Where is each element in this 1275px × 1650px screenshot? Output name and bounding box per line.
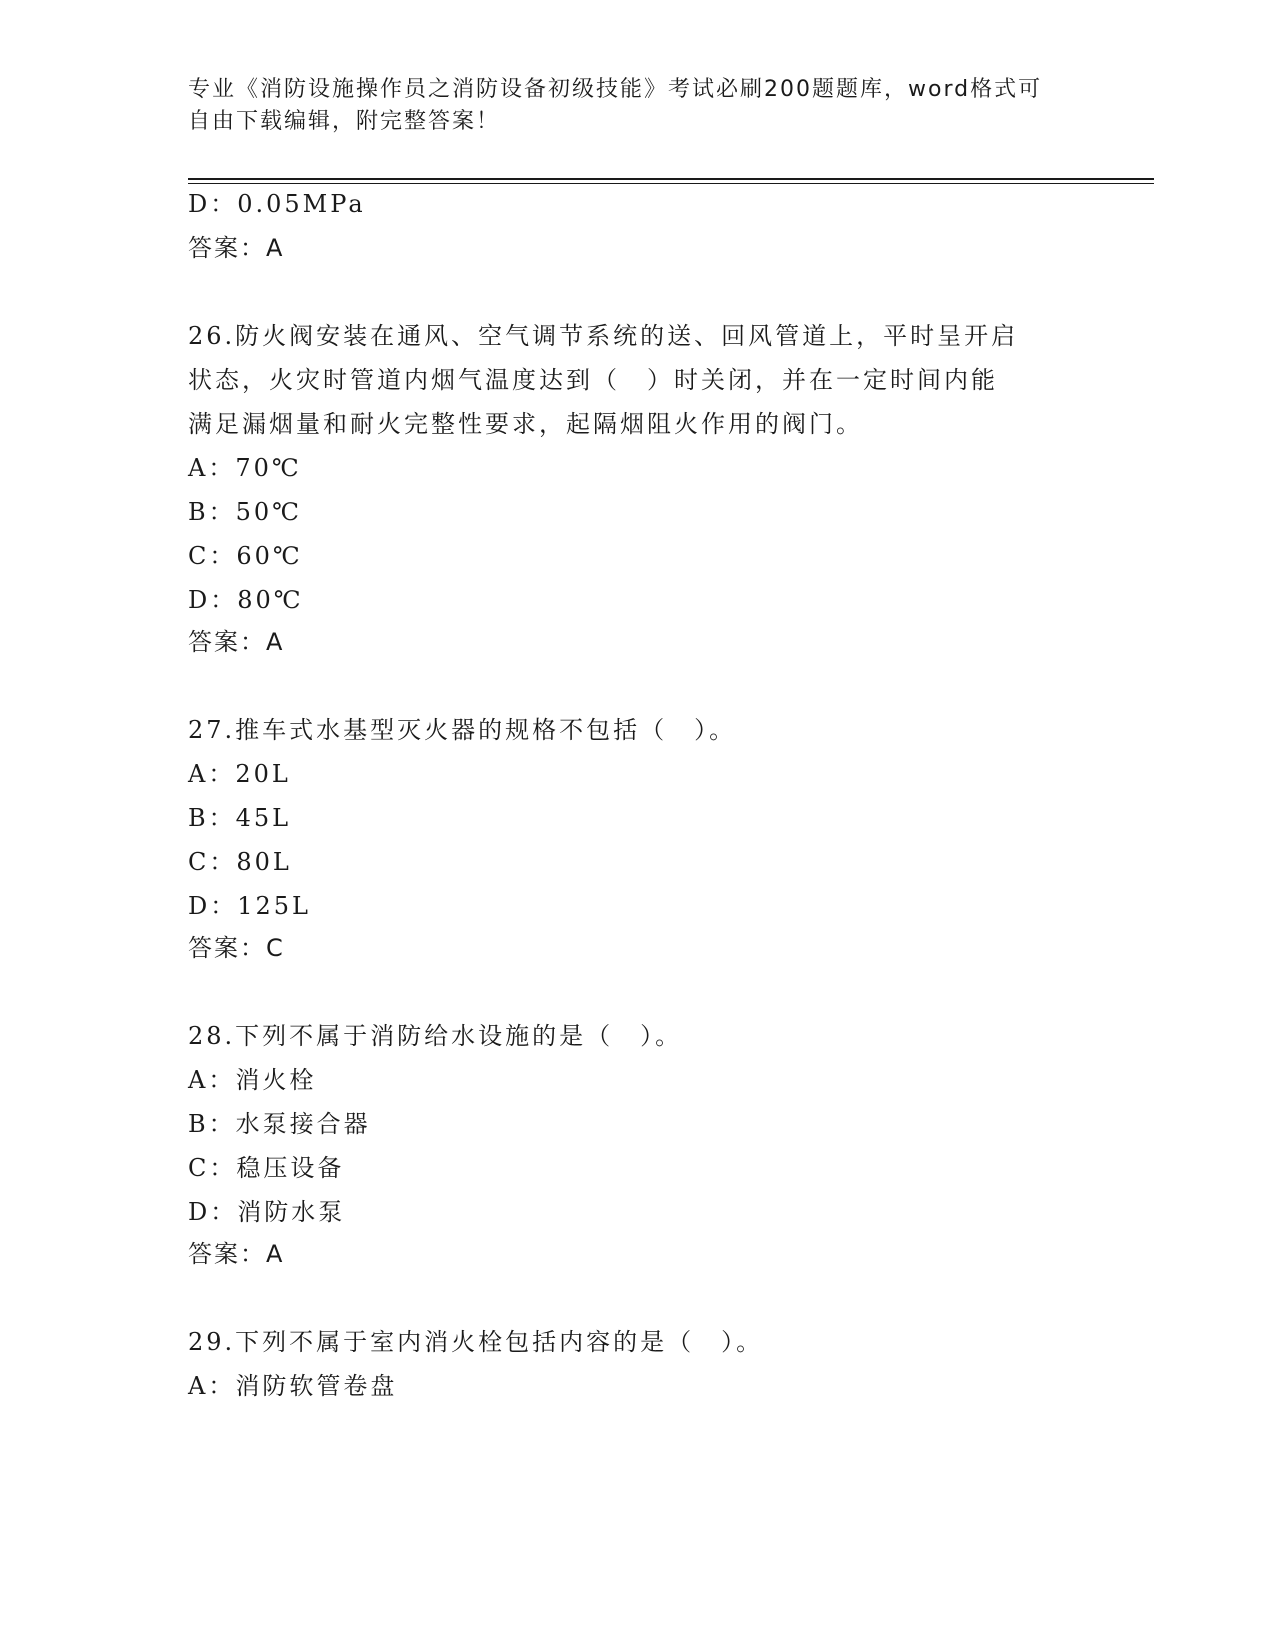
header-title-line-2: 自由下载编辑，附完整答案！: [188, 109, 501, 134]
header-divider-thin: [188, 183, 1154, 184]
q28-option-c: C：稳压设备: [188, 1154, 345, 1182]
q27-option-b: B：45L: [188, 804, 292, 832]
q28-option-a: A：消火栓: [188, 1066, 317, 1094]
q25-option-d: D：0.05MPa: [188, 190, 366, 218]
q26-answer: 答案：A: [188, 628, 285, 656]
q27-option-c: C：80L: [188, 848, 292, 876]
q26-option-a: A：70℃: [188, 454, 302, 482]
q26-stem-line-3: 满足漏烟量和耐火完整性要求，起隔烟阻火作用的阀门。: [188, 410, 863, 438]
q28-answer: 答案：A: [188, 1240, 285, 1268]
header-divider-thick: [188, 178, 1154, 180]
q26-stem-line-2: 状态，火灾时管道内烟气温度达到（ ）时关闭，并在一定时间内能: [188, 366, 998, 394]
q29-option-a: A：消防软管卷盘: [188, 1372, 398, 1400]
q26-option-c: C：60℃: [188, 542, 303, 570]
q29-stem: 29.下列不属于室内消火栓包括内容的是（ ）。: [188, 1328, 764, 1356]
page-header: [188, 74, 1088, 138]
q27-stem: 27.推车式水基型灭火器的规格不包括（ ）。: [188, 716, 737, 744]
q27-answer: 答案：C: [188, 934, 285, 962]
q26-option-b: B：50℃: [188, 498, 303, 526]
header-title-line-1: 专业《消防设施操作员之消防设备初级技能》考试必刷200题题库，word格式可: [188, 77, 1043, 102]
q28-stem: 28.下列不属于消防给水设施的是（ ）。: [188, 1022, 683, 1050]
q26-option-d: D：80℃: [188, 586, 304, 614]
q27-option-d: D：125L: [188, 892, 311, 920]
q28-option-b: B：水泵接合器: [188, 1110, 371, 1138]
q28-option-d: D：消防水泵: [188, 1198, 346, 1226]
q26-stem-line-1: 26.防火阀安装在通风、空气调节系统的送、回风管道上，平时呈开启: [188, 322, 1019, 350]
q27-option-a: A：20L: [188, 760, 291, 788]
q25-answer: 答案：A: [188, 234, 285, 262]
